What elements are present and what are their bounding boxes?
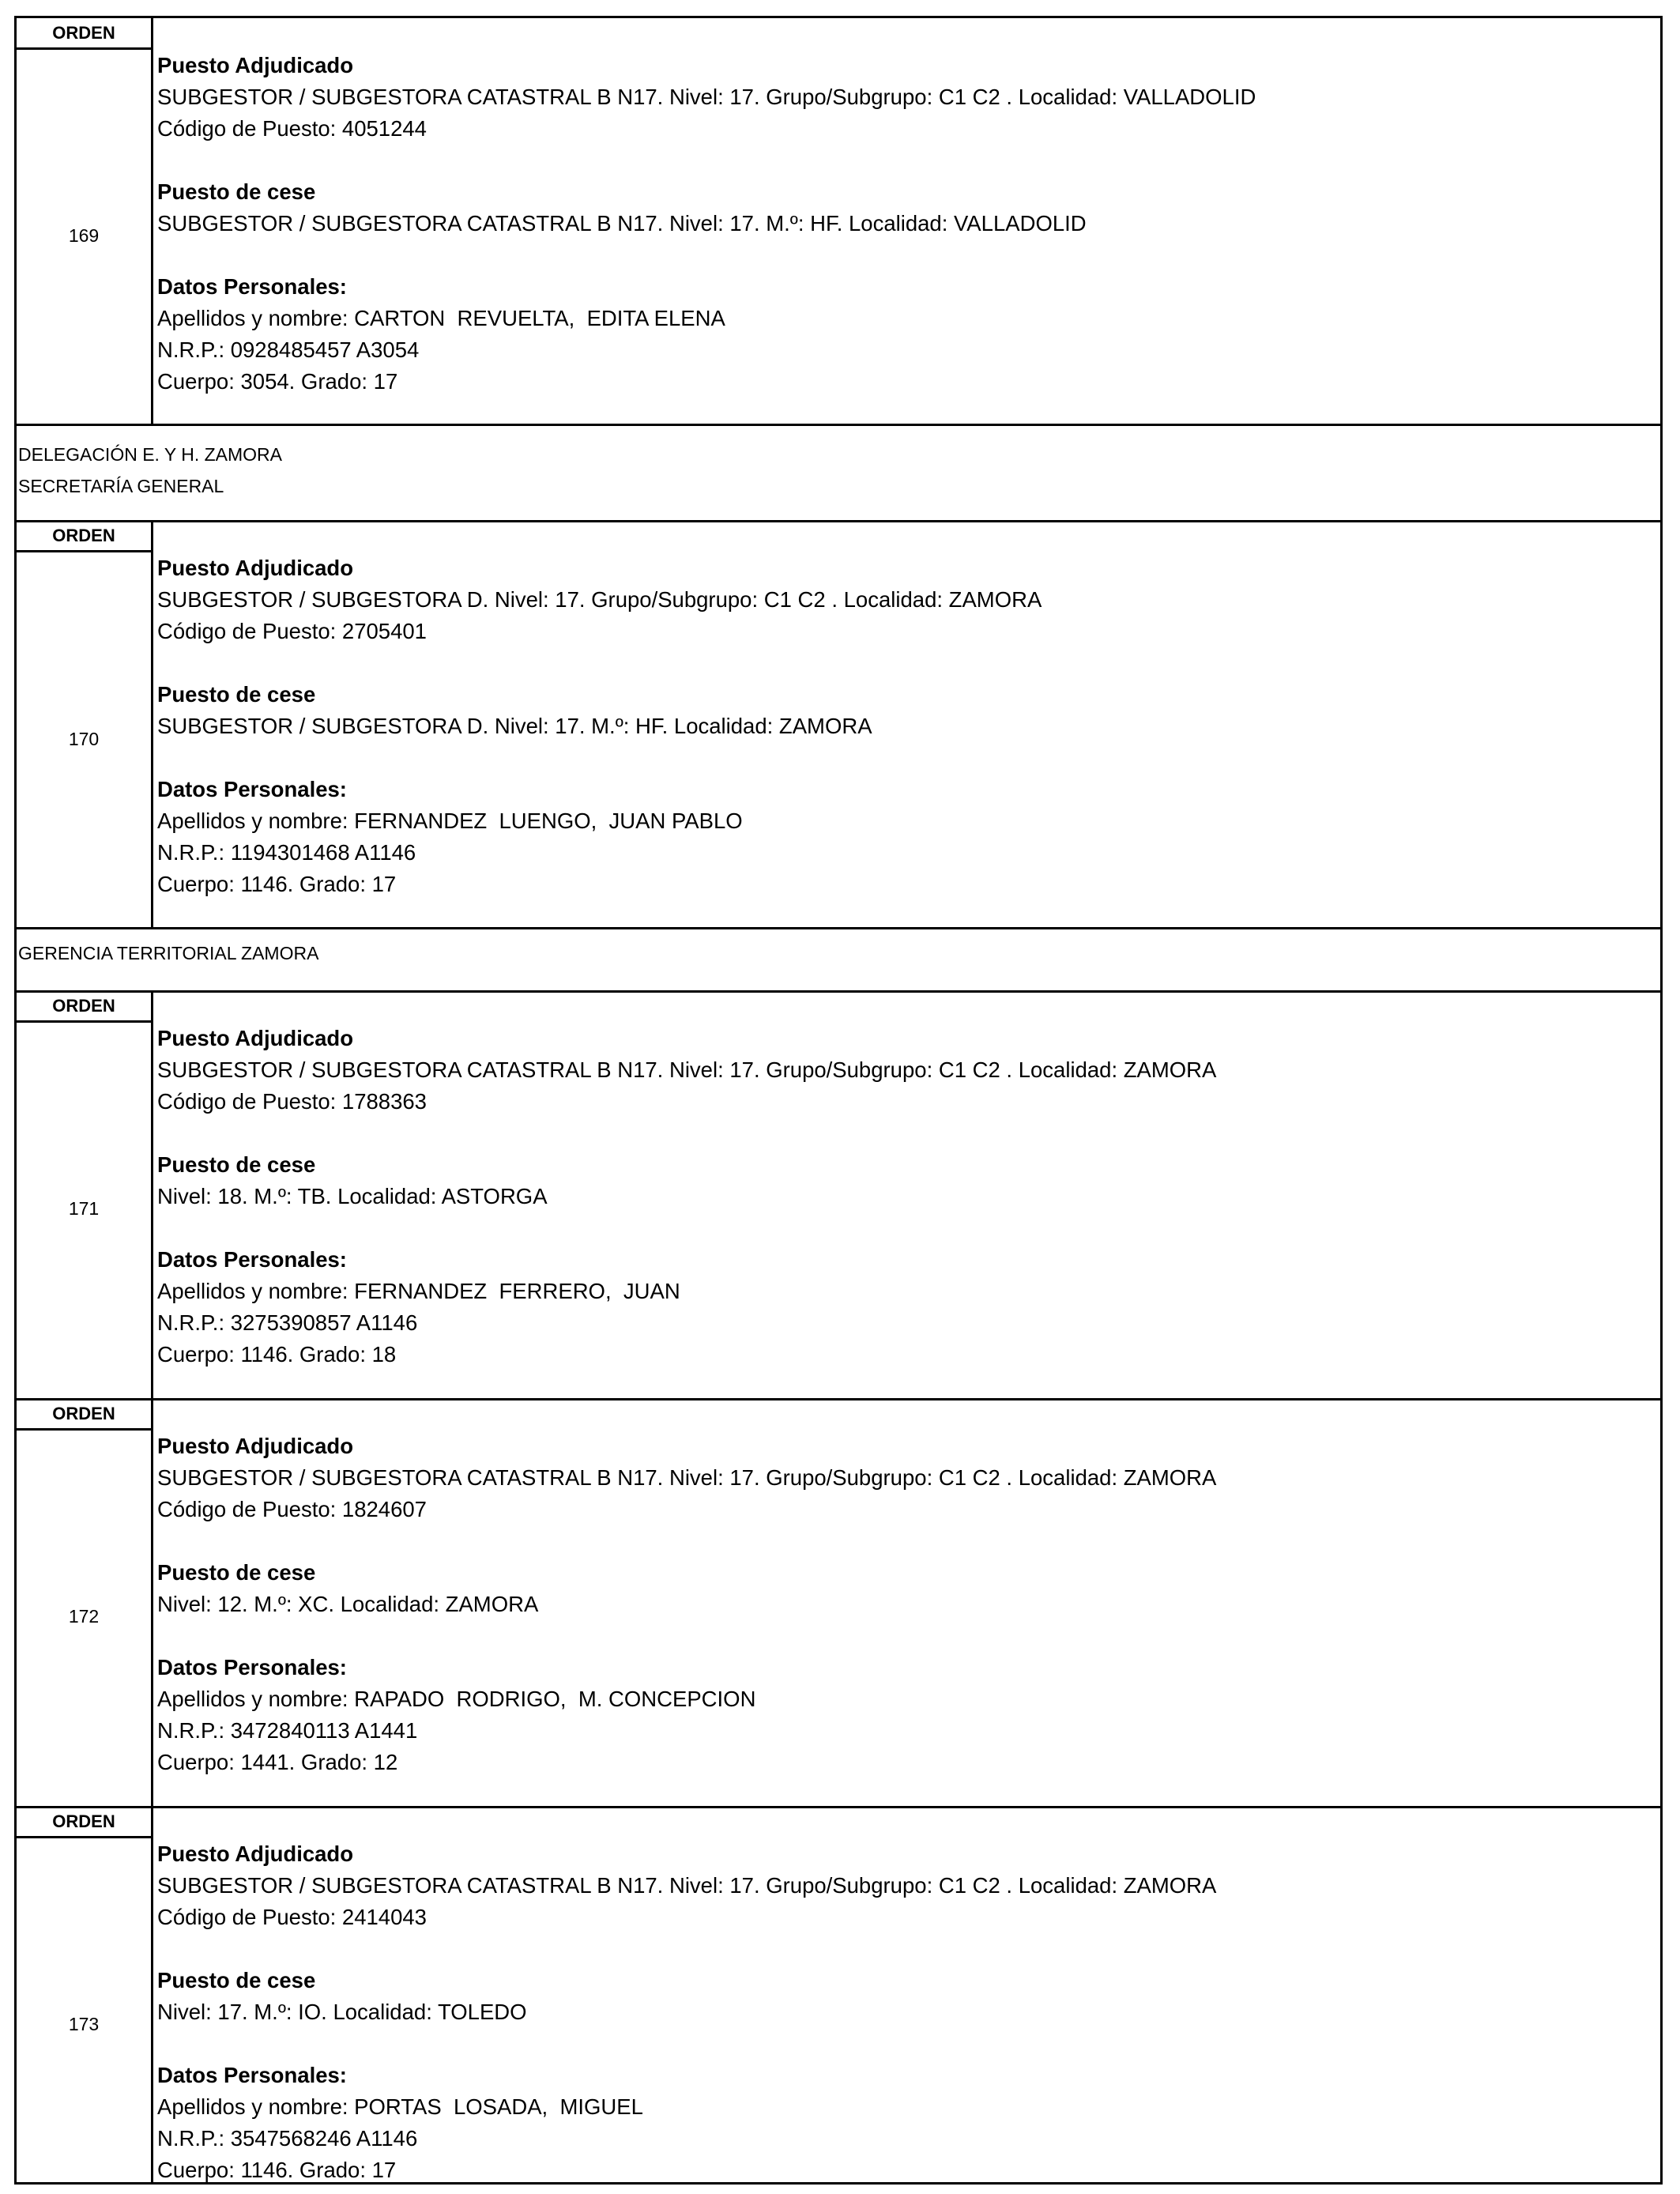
entry-171 [17,991,1660,1400]
puesto-cese-text: Nivel: 18. M.º: TB. Localidad: ASTORGA [157,1184,548,1208]
orden-column [17,18,153,425]
orden-header: ORDEN [17,18,151,50]
puesto-adjudicado-text: SUBGESTOR / SUBGESTORA CATASTRAL B N17. Nivel: 17. Grupo/Subgrupo: C1 C2 . Localidad: ZAMORA [157,1465,1217,1490]
entry-details [157,50,1652,398]
cuerpo-grado: Cuerpo: 1146. Grado: 17 [157,2158,397,2182]
orden-header: ORDEN [17,521,151,552]
codigo-puesto: Código de Puesto: 4051244 [157,116,427,141]
nrp: N.R.P.: 0928485457 A3054 [157,337,420,362]
puesto-adjudicado-heading: Puesto Adjudicado [157,53,354,77]
puesto-adjudicado-heading: Puesto Adjudicado [157,1842,354,1866]
entry-details [157,552,1652,900]
orden-number: 169 [68,225,100,246]
codigo-puesto: Código de Puesto: 1824607 [157,1497,427,1521]
datos-personales-heading: Datos Personales: [157,1247,347,1272]
entry-details [157,1431,1652,1778]
puesto-cese-heading: Puesto de cese [157,1968,316,1992]
orden-header: ORDEN [17,1399,151,1431]
puesto-cese-heading: Puesto de cese [157,682,316,707]
apellidos-nombre: Apellidos y nombre: FERNANDEZ FERRERO, JUAN [157,1279,680,1303]
codigo-puesto: Código de Puesto: 1788363 [157,1089,427,1114]
orden-column [17,991,153,1398]
orden-number: 170 [68,729,100,749]
entry-details [157,1023,1652,1370]
entry-170 [17,521,1660,929]
orden-header: ORDEN [17,1807,151,1838]
section-header [17,424,1660,522]
puesto-adjudicado-heading: Puesto Adjudicado [157,1434,354,1458]
section-title: DELEGACIÓN E. Y H. ZAMORA [18,444,283,465]
datos-personales-heading: Datos Personales: [157,274,347,299]
cuerpo-grado: Cuerpo: 3054. Grado: 17 [157,369,398,394]
orden-number: 171 [68,1198,100,1219]
nrp: N.R.P.: 1194301468 A1146 [157,840,416,865]
puesto-cese-heading: Puesto de cese [157,179,316,204]
orden-column [17,1399,153,1806]
section-subtitle: SECRETARÍA GENERAL [18,476,224,496]
entry-173 [17,1807,1660,2182]
puesto-adjudicado-text: SUBGESTOR / SUBGESTORA CATASTRAL B N17. Nivel: 17. Grupo/Subgrupo: C1 C2 . Localidad: ZAMORA [157,1057,1217,1082]
puesto-adjudicado-heading: Puesto Adjudicado [157,556,354,580]
puesto-adjudicado-text: SUBGESTOR / SUBGESTORA D. Nivel: 17. Grupo/Subgrupo: C1 C2 . Localidad: ZAMORA [157,587,1042,612]
puesto-cese-text: Nivel: 17. M.º: IO. Localidad: TOLEDO [157,2000,527,2024]
puesto-cese-text: SUBGESTOR / SUBGESTORA D. Nivel: 17. M.º: HF. Localidad: ZAMORA [157,714,872,738]
nrp: N.R.P.: 3472840113 A1441 [157,1718,418,1743]
cuerpo-grado: Cuerpo: 1146. Grado: 17 [157,872,397,896]
datos-personales-heading: Datos Personales: [157,1655,347,1679]
orden-header: ORDEN [17,991,151,1023]
puesto-adjudicado-text: SUBGESTOR / SUBGESTORA CATASTRAL B N17. Nivel: 17. Grupo/Subgrupo: C1 C2 . Localidad: ZAMORA [157,1873,1217,1898]
orden-column [17,521,153,929]
puesto-adjudicado-text: SUBGESTOR / SUBGESTORA CATASTRAL B N17. Nivel: 17. Grupo/Subgrupo: C1 C2 . Localidad: VALLADOLID [157,85,1256,109]
orden-column [17,1807,153,2182]
puesto-cese-heading: Puesto de cese [157,1152,316,1177]
codigo-puesto: Código de Puesto: 2414043 [157,1905,427,1929]
nrp: N.R.P.: 3275390857 A1146 [157,1310,418,1335]
puesto-cese-heading: Puesto de cese [157,1560,316,1585]
cuerpo-grado: Cuerpo: 1146. Grado: 18 [157,1342,397,1367]
section-header [17,927,1660,993]
nrp: N.R.P.: 3547568246 A1146 [157,2126,418,2151]
orden-number: 172 [68,1606,100,1627]
apellidos-nombre: Apellidos y nombre: RAPADO RODRIGO, M. CONCEPCION [157,1687,756,1711]
apellidos-nombre: Apellidos y nombre: CARTON REVUELTA, EDITA ELENA [157,306,725,330]
datos-personales-heading: Datos Personales: [157,2063,347,2087]
puesto-adjudicado-heading: Puesto Adjudicado [157,1026,354,1050]
entry-172 [17,1399,1660,1808]
entry-169 [17,18,1660,425]
puesto-cese-text: SUBGESTOR / SUBGESTORA CATASTRAL B N17. Nivel: 17. M.º: HF. Localidad: VALLADOLID [157,211,1087,236]
orden-number: 173 [68,2014,100,2034]
codigo-puesto: Código de Puesto: 2705401 [157,619,427,643]
apellidos-nombre: Apellidos y nombre: PORTAS LOSADA, MIGUEL [157,2094,643,2119]
puesto-cese-text: Nivel: 12. M.º: XC. Localidad: ZAMORA [157,1592,539,1616]
entry-details [157,1838,1652,2186]
section-title: GERENCIA TERRITORIAL ZAMORA [18,943,319,963]
apellidos-nombre: Apellidos y nombre: FERNANDEZ LUENGO, JUAN PABLO [157,809,743,833]
cuerpo-grado: Cuerpo: 1441. Grado: 12 [157,1750,398,1774]
datos-personales-heading: Datos Personales: [157,777,347,801]
document-page [14,16,1663,2185]
